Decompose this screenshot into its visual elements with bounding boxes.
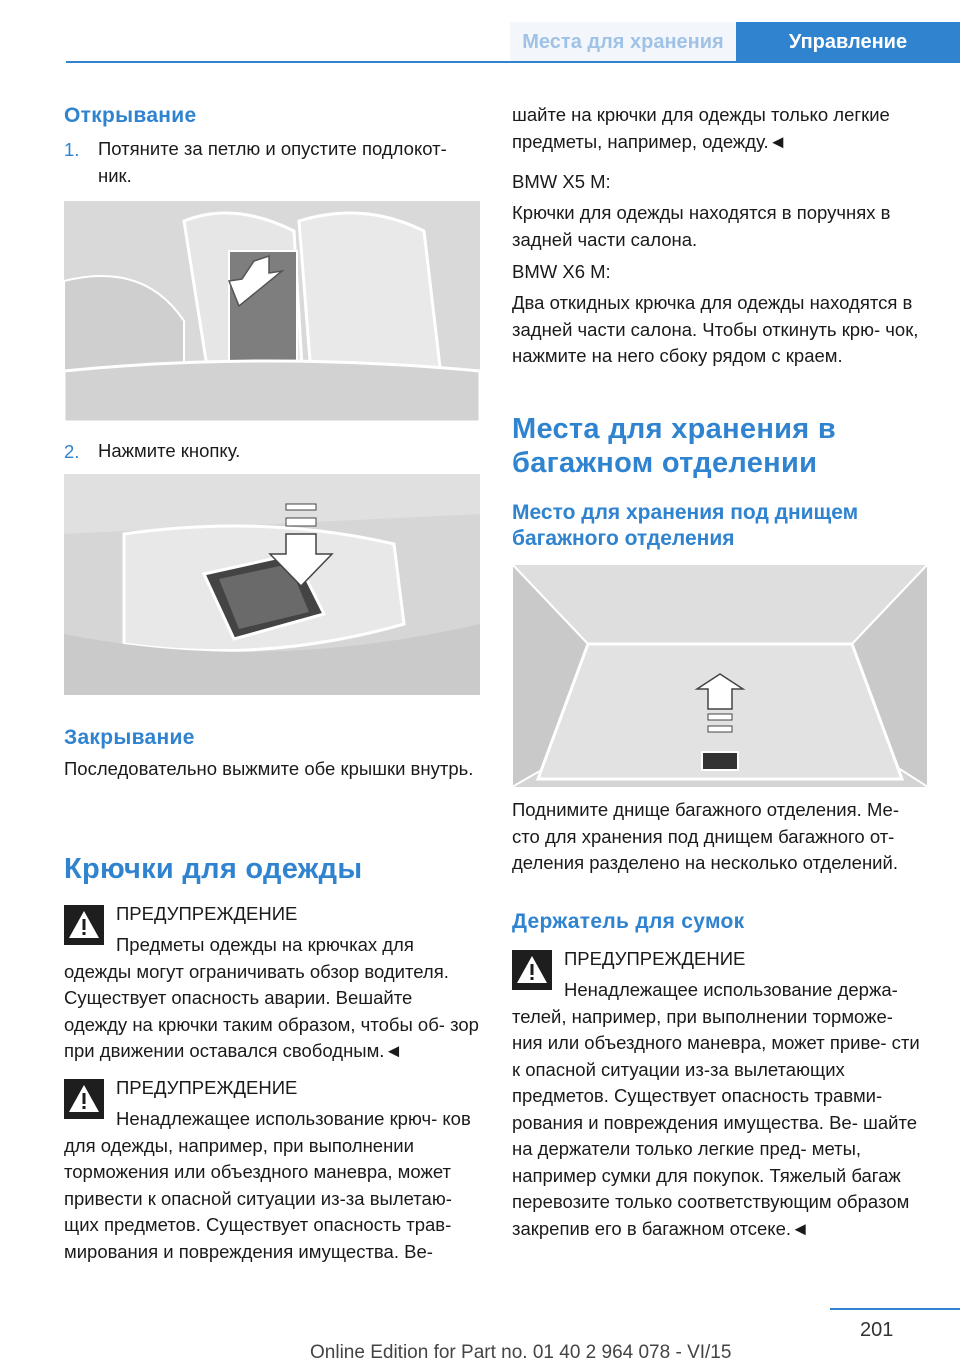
heading-clothes-hooks: Крючки для одежды	[64, 853, 363, 885]
step-2-text: Нажмите кнопку.	[98, 440, 241, 461]
warning-2-text: Ненадлежащее использование крюч‐ ков для одежды, например, при выполнении торможения или объездного маневра, может привести к опасной ситуации из-за вылетаю‐ щих предметов. Существует опасность трав‐ мирования и повреждения имущества. Ве‐	[64, 1108, 471, 1262]
warning-3-text: Ненадлежащее использование держа‐ телей, например, при выполнении торможе‐ ния или объездного маневра, может приве‐ сти к опасной ситуации из-за вылетающих предметов. Существует опасность травми‐ рования и повреждения имущества. Ве‐ шайте на держатели только легкие пред‐ меты, например сумки для покупок. Тяжелый багаж перевозите только соответствующим образом закрепив его в багажном отсеке.◄	[512, 979, 920, 1239]
step-1-number: 1.	[64, 139, 80, 160]
warning-3-title: ПРЕДУПРЕЖДЕНИЕ	[564, 948, 746, 969]
heading-bag-holder: Держатель для сумок	[512, 910, 745, 933]
x5m-label: BMW X5 M:	[512, 171, 611, 192]
step-1-text: Потяните за петлю и опустите подлокот‐ ник.	[98, 138, 447, 186]
warning-1-text: Предметы одежды на крючках для одежды могут ограничивать обзор водителя. Существует опасность аварии. Вешайте одежду на крючки таким образом, чтобы об‐ зор при движении оставался свободным.◄	[64, 934, 479, 1061]
armrest-pull-illustration	[64, 201, 480, 422]
button-press-illustration	[64, 474, 480, 695]
warning-2-title: ПРЕДУПРЕЖДЕНИЕ	[116, 1077, 298, 1098]
x5m-text: Крючки для одежды находятся в поручнях в задней части салона.	[512, 202, 891, 250]
x6m-text: Два откидных крючка для одежды находятся в задней части салона. Чтобы откинуть крю‐ чок, нажмите на него сбоку рядом с краем.	[512, 292, 919, 366]
header-section-tab: Места для хранения	[510, 22, 736, 63]
header-rule	[66, 61, 960, 63]
under-floor-text: Поднимите днище багажного отделения. Ме‐ сто для хранения под днищем багажного от‐ деления разделено на несколько отделений.	[512, 799, 900, 873]
closing-text: Последовательно выжмите обе крышки внутрь.	[64, 758, 474, 779]
trunk-floor-illustration	[512, 564, 928, 787]
x6m-label: BMW X6 M:	[512, 261, 611, 282]
header-chapter-tab: Управление	[736, 22, 960, 63]
step-2-number: 2.	[64, 441, 80, 462]
footer-edition: Online Edition for Part no. 01 40 2 964 078 - VI/15	[310, 1342, 732, 1362]
warning-1-title: ПРЕДУПРЕЖДЕНИЕ	[116, 903, 298, 924]
hooks-continued-text: шайте на крючки для одежды только легкие предметы, например, одежду.◄	[512, 104, 890, 152]
page-number: 201	[860, 1319, 894, 1341]
footer-rule	[830, 1308, 960, 1310]
heading-trunk-storage: Места для хранения в багажном отделении	[512, 413, 836, 479]
heading-under-floor-storage: Место для хранения под днищем багажного отделения	[512, 501, 859, 550]
heading-opening: Открывание	[64, 104, 197, 127]
heading-closing: Закрывание	[64, 726, 195, 749]
